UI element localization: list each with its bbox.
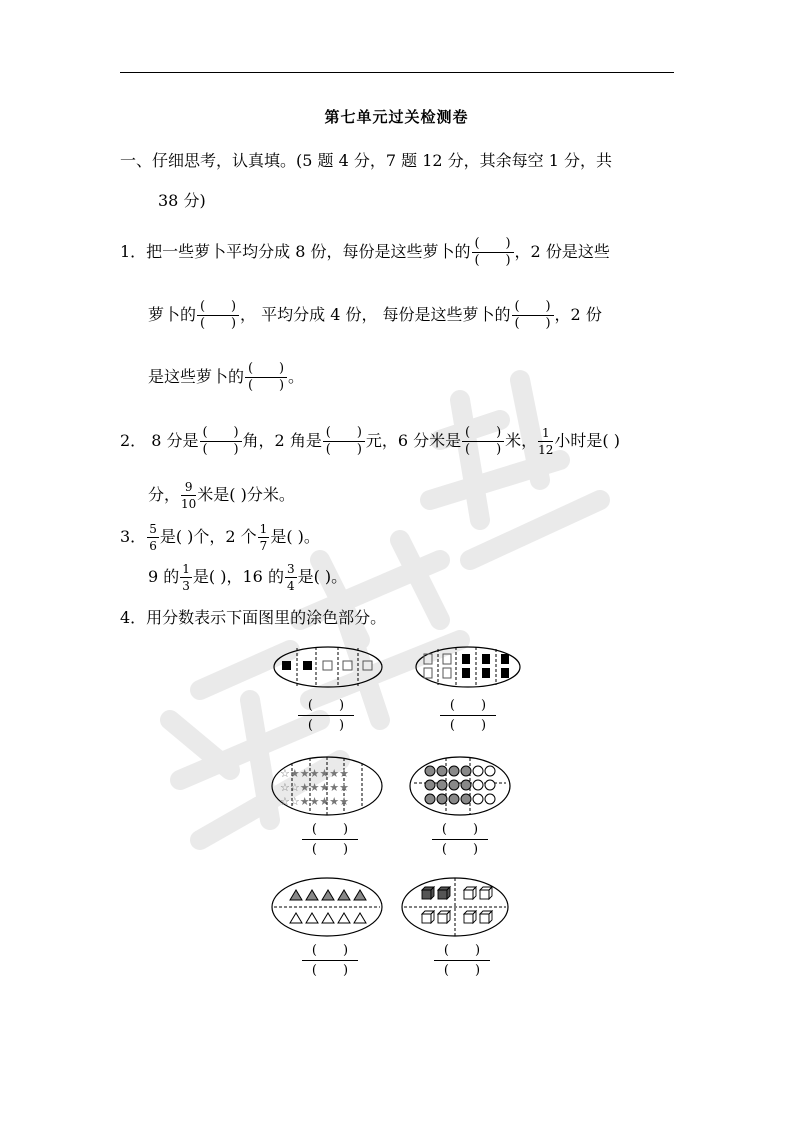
triangles-figure — [270, 876, 384, 938]
rectangles-figure — [414, 645, 522, 689]
top-rule — [120, 72, 674, 73]
answer-fraction[interactable] — [245, 362, 287, 393]
question-1-line3 — [148, 362, 304, 393]
frac-denominator: ( ) — [325, 442, 362, 457]
frac-numerator: 1 — [538, 426, 553, 442]
q3-text-d: 9 的 — [148, 567, 180, 586]
answer-blank-6[interactable] — [434, 943, 490, 978]
answer-fraction[interactable] — [462, 426, 504, 457]
frac-denominator: ( ) — [514, 316, 551, 331]
frac-denominator: 4 — [286, 579, 295, 593]
section-heading-line2: 38 分) — [158, 191, 206, 210]
question-2-line2 — [148, 480, 295, 511]
q1-text-e: ，2 份 — [554, 305, 602, 324]
q2-text-d: 米， — [505, 431, 538, 450]
frac-denominator: ( ) — [199, 316, 237, 331]
frac-denominator: ( ) — [443, 963, 481, 978]
answer-blank-1[interactable] — [298, 698, 354, 733]
answer-blank-3[interactable] — [302, 822, 358, 857]
svg-text:☆☆★★★★★: ☆☆★★★★★ — [280, 795, 350, 808]
answer-fraction[interactable] — [200, 426, 242, 457]
frac-numerator: 3 — [286, 562, 295, 576]
cubes-figure — [400, 876, 510, 938]
question-1-line1 — [120, 237, 610, 268]
svg-text:☆★★★★★★: ☆★★★★★★ — [280, 767, 350, 780]
frac-numerator: ( ) — [434, 943, 490, 961]
question-3-line1 — [120, 522, 320, 553]
question-2-line1 — [120, 426, 620, 457]
frac-numerator: ( ) — [245, 362, 287, 378]
q3-text-c: 是( )。 — [270, 527, 320, 546]
frac-denominator: ( ) — [202, 442, 239, 457]
fraction-1-12 — [538, 426, 553, 457]
fraction-1-7 — [258, 522, 270, 553]
answer-fraction[interactable] — [472, 237, 514, 268]
frac-denominator: 10 — [181, 497, 197, 511]
fraction-9-10 — [181, 480, 196, 511]
q1-text-f: 是这些萝卜的 — [148, 367, 245, 386]
circles-figure — [408, 755, 512, 817]
answer-fraction[interactable] — [197, 300, 239, 331]
q3-text-a: 3． — [120, 527, 147, 546]
q1-text-b: ，2 份是这些 — [514, 242, 610, 261]
q2-text-c: 元，6 分米是 — [365, 431, 462, 450]
q3-text-f: 是( )。 — [297, 567, 348, 586]
fraction-5-6 — [147, 522, 159, 553]
q2-text-b: 角，2 角是 — [242, 431, 322, 450]
frac-numerator: ( ) — [298, 698, 354, 716]
frac-denominator: ( ) — [474, 253, 511, 268]
answer-blank-4[interactable] — [432, 822, 488, 857]
squares-figure — [272, 645, 384, 689]
q3-text-e: 是( )，16 的 — [192, 567, 284, 586]
q2-text-a: 2． 8 分是 — [120, 431, 199, 450]
q3-text-b: 是( )个，2 个 — [159, 527, 257, 546]
q1-text-c: 萝卜的 — [148, 305, 197, 324]
q1-text-d: ， 平均分成 4 份， 每份是这些萝卜的 — [240, 305, 511, 324]
frac-denominator: ( ) — [449, 718, 487, 733]
answer-blank-5[interactable] — [302, 943, 358, 978]
q2-text-e: 小时是( ) — [554, 431, 620, 450]
answer-fraction[interactable] — [512, 300, 554, 331]
frac-numerator: 1 — [182, 562, 190, 576]
frac-numerator: ( ) — [462, 426, 504, 442]
frac-numerator: ( ) — [440, 698, 496, 716]
question-3-line2 — [148, 562, 347, 593]
frac-denominator: 12 — [538, 443, 554, 457]
frac-numerator: ( ) — [197, 300, 239, 316]
section-heading-line1: 一、仔细思考，认真填。(5 题 4 分，7 题 12 分，其余每空 1 分，共 — [120, 151, 613, 170]
frac-numerator: ( ) — [302, 822, 358, 840]
fraction-1-3 — [180, 562, 192, 593]
frac-denominator: ( ) — [311, 842, 349, 857]
frac-denominator: ( ) — [247, 378, 285, 393]
answer-fraction[interactable] — [323, 426, 365, 457]
frac-numerator: 5 — [149, 522, 157, 536]
q1-text-a: 1．把一些萝卜平均分成 8 份，每份是这些萝卜的 — [120, 242, 471, 261]
question-1-line2 — [148, 300, 602, 331]
frac-denominator: ( ) — [465, 442, 502, 457]
q2-text-g: 米是( )分米。 — [197, 485, 295, 504]
frac-denominator: 7 — [259, 539, 268, 553]
frac-denominator: ( ) — [441, 842, 479, 857]
stars-figure — [270, 755, 384, 817]
question-4-text: 4．用分数表示下面图里的涂色部分。 — [120, 608, 387, 627]
fraction-3-4 — [285, 562, 297, 593]
frac-numerator: ( ) — [323, 426, 365, 442]
frac-numerator: 1 — [259, 522, 268, 536]
frac-numerator: ( ) — [432, 822, 488, 840]
frac-denominator: ( ) — [311, 963, 349, 978]
frac-numerator: ( ) — [512, 300, 554, 316]
frac-denominator: 3 — [182, 579, 190, 593]
svg-text:☆☆★★★★★: ☆☆★★★★★ — [280, 781, 350, 794]
page-title: 第七单元过关检测卷 — [324, 108, 469, 126]
frac-numerator: 9 — [181, 480, 196, 496]
frac-denominator: 6 — [149, 539, 157, 553]
q1-text-g: 。 — [288, 367, 305, 386]
frac-denominator: ( ) — [307, 718, 345, 733]
q2-text-f: 分， — [148, 485, 181, 504]
frac-numerator: ( ) — [472, 237, 514, 253]
answer-blank-2[interactable] — [440, 698, 496, 733]
frac-numerator: ( ) — [200, 426, 242, 442]
frac-numerator: ( ) — [302, 943, 358, 961]
